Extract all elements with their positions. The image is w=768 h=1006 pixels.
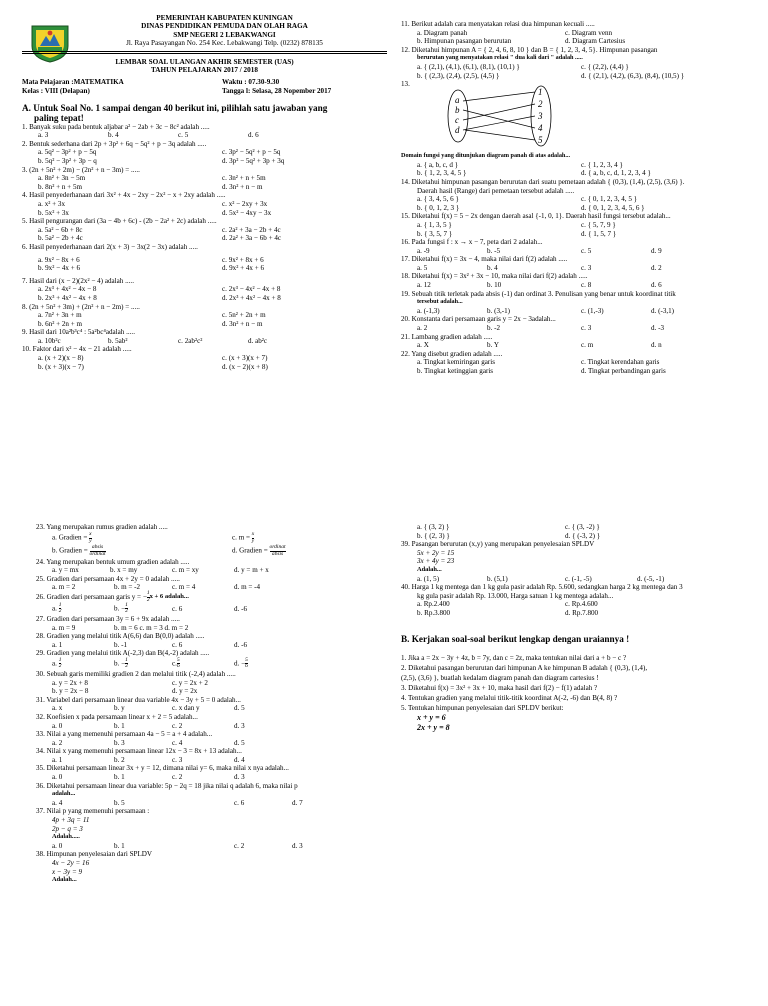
codomain-2: 2 bbox=[538, 99, 543, 110]
question-30: 30. Sebuah garis memiliki gradien 2 dan melalui titik (-2,4) adalah ..... bbox=[36, 669, 236, 678]
domain-c: c bbox=[455, 115, 459, 126]
question-37-eq1: 4p + 3q = 11 bbox=[52, 816, 90, 825]
options-29[interactable]: a. $\frac{1}{2}$ b. − $\frac{1}{2}$ c. $\frac{5}{6}$ d. − $\frac{5}{6}$ bbox=[52, 656, 248, 670]
question-9: 9. Hasil dari 10a²b³c⁴ : 5a²bc⁴adalah ..... bbox=[22, 328, 135, 337]
question-28: 28. Gradien yang melalui titik A(6,6) dan B(0,0) adalah ..... bbox=[36, 632, 205, 641]
options-6a[interactable]: a. 9x² − 8x + 6 c. 9x² + 8x + 6 bbox=[38, 255, 264, 264]
options-30a[interactable]: a. y = 2x + 8 c. y = 2x + 2 bbox=[52, 678, 208, 687]
options-5b[interactable]: b. 5a² − 2b + 4c d. 2a² + 3a − 6b + 4c bbox=[38, 234, 282, 243]
options-2b[interactable]: b. 5q² − 3p² + 3p − q d. 3p² − 5q² + 3p + 3q bbox=[38, 157, 285, 165]
question-21: 21. Lambang gradien adalah ..... bbox=[401, 332, 493, 341]
question-17: 17. Diketahui f(x) = 3x − 4, maka nilai dari f(2) adalah ..... bbox=[401, 255, 568, 264]
options-7a[interactable]: a. 2x³ + 4x² − 4x − 8 c. 2x³ − 4x² − 4x + 8 bbox=[38, 285, 281, 294]
question-40-cont: kg gula pasir adalah Rp. 13.000, Harga satuan 1 kg mentega adalah... bbox=[417, 591, 614, 600]
question-32: 32. Koefisien x pada persamaan linear x + 2 = 5 adalah... bbox=[36, 712, 198, 721]
question-38-eq1: 4x − 2y = 16 bbox=[52, 859, 90, 867]
options-11a[interactable]: a. Diagram panah c. Diagram venn bbox=[417, 28, 613, 37]
options-15a[interactable]: a. { 1, 3, 5 } c. { 5, 7, 9 } bbox=[417, 220, 616, 229]
question-36: 36. Diketahui persamaan linear dua variable: 5p − 2q = 18 jika nilai q adalah 6, maka nilai p bbox=[36, 781, 298, 790]
options-8a[interactable]: a. 7n² + 3n + m c. 5n² + 2n + m bbox=[38, 311, 266, 320]
options-40b[interactable]: b. Rp.3.800 d. Rp.7.800 bbox=[417, 608, 599, 617]
options-23b[interactable]: b. Gradien = $\frac{\text{absis}}{\text{ordinat}}$ d. Gradien = $\frac{\text{ordinat}}{\text{absis}}$ bbox=[52, 544, 286, 557]
question-20: 20. Konstanta dari persamaan garis y = 2x − 3adalah... bbox=[401, 315, 556, 324]
options-11b[interactable]: b. Himpunan pasangan berurutan d. Diagram Cartesius bbox=[417, 37, 626, 46]
question-2: 2. Bentuk sederhana dari 2p + 3p² + 6q − 5q² + p − 3q adalah ..... bbox=[22, 139, 207, 148]
section-a-instruction: A. Untuk Soal No. 1 sampai dengan 40 berikut ini, pilihlah satu jawaban yang bbox=[22, 102, 328, 113]
options-8b[interactable]: b. 6n² + 2n + m d. 3n² + n − m bbox=[38, 319, 263, 328]
options-3b[interactable]: b. 8n² + n + 5m d. 3n² + n − m bbox=[38, 182, 263, 191]
options-22a[interactable]: a. Tingkat kemiringan garis c. Tingkat kerendahan garis bbox=[417, 358, 660, 367]
options-33[interactable]: a. 2 b. 3 c. 4 d. 5 bbox=[52, 738, 245, 747]
options-40a[interactable]: a. Rp.2.400 c. Rp.4.600 bbox=[417, 600, 598, 609]
question-40: 40. Harga 1 kg mentega dan 1 kg gula pasir adalah Rp. 5.600, sedangkan harga 2 kg mentega dan 3 bbox=[401, 583, 683, 592]
essay-5-eq1: x + y = 6 bbox=[417, 712, 446, 722]
arrow-diagram bbox=[401, 80, 761, 152]
essay-5: 5. Tentukan himpunan penyelesaian dari SPLDV berikut: bbox=[401, 703, 564, 712]
exam-title: LEMBAR SOAL ULANGAN AKHIR SEMESTER (UAS) bbox=[115, 57, 294, 66]
essay-1: 1. Jika a = 2x − 3y + 4z, b = 7y, dan c = 2z, maka tentukan nilai dari a + b − c ? bbox=[401, 653, 627, 662]
codomain-3: 3 bbox=[538, 111, 543, 122]
question-12-cont: berurutan yang menyatakan relasi " dua kali dari " adalah ..... bbox=[417, 54, 583, 62]
question-29: 29. Gradien yang melalui titik A(-2,3) dan B(4,-2) adalah ..... bbox=[36, 649, 210, 658]
options-37[interactable]: a. 0 b. 1 c. 2 d. 3 bbox=[52, 841, 303, 850]
options-38a[interactable]: a. { (3, 2) } c. { (3, -2) } bbox=[417, 523, 600, 531]
question-26: 26. Gradien dari persamaan garis y = − $\frac{1}{2}$ x + 6 adalah... bbox=[36, 590, 189, 603]
question-12: 12. Diketahui himpunan A = { 2, 4, 6, 8, 10 } dan B = { 1, 2, 3, 4, 5}. Himpunan pasangan bbox=[401, 45, 658, 54]
question-19: 19. Sebuah titik terletak pada absis (-1) dan ordinat 3. Penulisan yang benar untuk koordinat titik bbox=[401, 289, 676, 298]
question-11: 11. Berikut adalah cara menyatakan relasi dua himpunan kecuali ..... bbox=[401, 20, 595, 28]
options-22b[interactable]: b. Tingkat ketinggian garis d. Tingkat perbandingan garis bbox=[417, 367, 666, 375]
exam-year: TAHUN PELAJARAN 2017 / 2018 bbox=[151, 66, 258, 75]
question-14-cont: Daerah hasil (Range) dari pemetaan tersebut adalah ..... bbox=[417, 186, 575, 195]
options-7b[interactable]: b. 2x³ + 4x² − 4x + 8 d. 2x³ + 4x² − 4x + 8 bbox=[38, 293, 281, 302]
options-28[interactable]: a. 1 b. -1 c. 6 d. -6 bbox=[52, 640, 248, 649]
options-26[interactable]: a. $\frac{1}{2}$ b. − $\frac{1}{2}$ c. 6 d. -6 bbox=[52, 601, 248, 615]
question-24: 24. Yang merupakan bentuk umum gradien adalah ..... bbox=[36, 557, 190, 566]
essay-2: 2. Diketahui pasangan berurutan dari himpunan A ke himpunan B adalah { (0,3), (1,4), bbox=[401, 663, 648, 672]
question-37: 37. Nilai p yang memenuhi persamaan : bbox=[36, 807, 150, 816]
header-school: SMP NEGERI 2 LEBAKWANGI bbox=[173, 30, 276, 39]
options-34[interactable]: a. 1 b. 2 c. 3 d. 4 bbox=[52, 755, 245, 764]
question-38-eq2: x − 3y = 9 bbox=[52, 867, 83, 876]
question-8: 8. (2n + 5n² + 3m) + (2n² + n − 2m) = ..... bbox=[22, 302, 140, 311]
question-38: 38. Himpunan penyelesaian dari SPLDV bbox=[36, 850, 153, 859]
question-6: 6. Hasil penyederhanaan dari 2(x + 3) − 3x(2 − 3x) adalah ..... bbox=[22, 242, 198, 251]
options-12b[interactable]: b. { (2,3), (2,4), (2,5), (4,5) } d. { (2,1), (4,2), (6,3), (8,4), (10,5) } bbox=[417, 71, 685, 80]
options-3a[interactable]: a. 8n² + 3n − 5m c. 3n² + n + 5m bbox=[38, 174, 266, 183]
domain-d: d bbox=[455, 125, 460, 136]
options-16[interactable]: a. -9 b. -5 c. 5 d. 9 bbox=[417, 246, 662, 255]
question-4: 4. Hasil penyederhanaan dari 3x² + 4x − 2xy − 2x² − x + 2xy adalah ..... bbox=[22, 191, 226, 200]
options-14a[interactable]: a. { 3, 4, 5, 6 } c. { 0, 1, 2, 3, 4, 5 } bbox=[417, 195, 638, 204]
essay-5-eq2: 2x + y = 8 bbox=[417, 722, 450, 732]
question-23: 23. Yang merupakan rumus gradien adalah ..... bbox=[36, 523, 168, 531]
header-government: PEMERINTAH KABUPATEN KUNINGAN bbox=[156, 14, 293, 22]
arrow-diagram-svg bbox=[441, 82, 561, 152]
question-22: 22. Yang disebut gradien adalah ..... bbox=[401, 349, 503, 358]
domain-a: a bbox=[455, 95, 460, 106]
options-30b[interactable]: b. y = 2x − 8 d. y = 2x bbox=[52, 687, 198, 696]
codomain-5: 5 bbox=[538, 135, 543, 146]
question-13-number: 13. bbox=[401, 80, 410, 89]
essay-4: 4. Tentukan gradien yang melalui titik-titik koordinat A(-2, -6) dan B(4, 8) ? bbox=[401, 693, 618, 702]
options-35[interactable]: a. 0 b. 1 c. 2 d. 3 bbox=[52, 773, 245, 782]
codomain-4: 4 bbox=[538, 123, 543, 134]
options-27[interactable]: a. m = 9 b. m = 6 c. m = 3 d. m = 2 bbox=[52, 623, 189, 632]
question-3: 3. (2n + 5n² + 2m) − (2n² + n − 3m) = ..... bbox=[22, 165, 140, 174]
meta-row-2: Kelas : VIII (Delapan) Tangga l: Selasa, 28 Nopember 2017 bbox=[22, 87, 332, 96]
question-31: 31. Variabel dari persamaan linear dua variable 4x − 3y + 5 = 0 adalah... bbox=[36, 695, 241, 704]
options-39[interactable]: a. (1, 5) b. (5,1) c. (-1, -5) d. (-5, -1) bbox=[417, 574, 665, 583]
question-36-cont: adalah... bbox=[52, 790, 76, 798]
options-4b[interactable]: b. 5x² + 3x d. 5x² − 4xy − 3x bbox=[38, 208, 272, 217]
options-24[interactable]: a. y = mx b. x = my c. m = xy d. y = m + x bbox=[52, 566, 269, 575]
options-36[interactable]: a. 4 b. 5 c. 6 d. 7 bbox=[52, 798, 303, 807]
question-39-cont: Adalah... bbox=[417, 565, 442, 573]
options-5a[interactable]: a. 5a² − 6b + 8c c. 2a² + 3a − 2b + 4c bbox=[38, 225, 281, 234]
header-address: Jl. Raya Pasayangan No. 254 Kec. Lebakwangi Telp. (0232) 878135 bbox=[126, 39, 323, 48]
question-1: 1. Banyak suku pada bentuk aljabar a² − 2ab + 3c − 8c² adalah ..... bbox=[22, 122, 210, 131]
options-2a[interactable]: a. 5q² − 3p² + p − 5q c. 3p² − 5q² + p − 5q bbox=[38, 148, 281, 157]
section-a-instruction-2: paling tepat! bbox=[34, 112, 84, 123]
header-rule-thin bbox=[22, 53, 387, 54]
options-20[interactable]: a. 2 b. -2 c. 3 d. -3 bbox=[417, 324, 665, 333]
options-13b[interactable]: b. { 1, 2, 3, 4, 5 } d. { a, b, c, d, 1, 2, 3, 4 } bbox=[417, 169, 651, 178]
options-14b[interactable]: b. { 0, 1, 2, 3 } d. { 0, 1, 2, 3, 4, 5, 6 } bbox=[417, 203, 645, 212]
question-5: 5. Hasil pengurangan dari (3a − 4b + 6c) - (2b − 2a² + 2c) adalah ..... bbox=[22, 217, 217, 226]
question-10: 10. Faktor dari x² − 4x − 21 adalah ..... bbox=[22, 345, 132, 354]
question-13: Domain fungsi yang ditunjukan diagram panah di atas adalah... bbox=[401, 152, 571, 160]
options-23a[interactable]: a. Gradien = $\frac{x}{y}$ c. m = $\frac{x}{y}$ bbox=[52, 531, 255, 544]
options-15b[interactable]: b. { 3, 5, 7 } d. { 1, 5, 7 } bbox=[417, 229, 617, 238]
question-27: 27. Gradien dari persamaan 3y = 6 + 9x adalah ..... bbox=[36, 614, 180, 623]
options-10a[interactable]: a. (x + 2)(x − 8) c. (x + 3)(x + 7) bbox=[38, 354, 268, 363]
essay-2-cont: (2,5), (3,6) }, buatlah kedalam diagram panah dan diagram cartesius ! bbox=[401, 673, 599, 682]
codomain-1: 1 bbox=[538, 87, 543, 98]
question-39-eq2: 3x + 4y = 23 bbox=[417, 557, 455, 566]
meta-row-1: Mata Pelajaran :MATEMATIKA Waktu : 07.30-9.30 bbox=[22, 78, 280, 87]
question-19-cont: tersebut adalah... bbox=[417, 298, 463, 306]
question-33: 33. Nilai a yang memenuhi persamaan 4a − 5 = a + 4 adalah... bbox=[36, 730, 213, 739]
options-25[interactable]: a. m = 2 b. m = -2 c. m = 4 d. m = -4 bbox=[52, 583, 261, 592]
domain-b: b bbox=[455, 105, 460, 116]
options-10b[interactable]: b. (x + 3)(x − 7) d. (x − 2)(x + 8) bbox=[38, 362, 268, 371]
question-37-cont: Adalah..... bbox=[52, 833, 80, 841]
question-7: 7. Hasil dari (x − 2)(2x² − 4) adalah ..... bbox=[22, 276, 134, 285]
options-38b[interactable]: b. { (2, 3) } d. { (-3, 2) } bbox=[417, 531, 601, 540]
question-35: 35. Diketahui persamaan linear 3x + y = 12, dimana nilai y= 6, maka nilai x nya adalah... bbox=[36, 764, 289, 773]
options-21[interactable]: a. X b. Y c. m d. n bbox=[417, 341, 662, 350]
header-department: DINAS PENDIDIKAN PEMUDA DAN OLAH RAGA bbox=[141, 22, 308, 31]
options-4a[interactable]: a. x² + 3x c. x² − 2xy + 3x bbox=[38, 199, 268, 208]
question-25: 25. Gradien dari persamaan 4x + 2y = 0 adalah ..... bbox=[36, 574, 180, 583]
options-1[interactable]: a. 3 b. 4 c. 5 d. 6 bbox=[38, 131, 259, 140]
question-15: 15. Diketahui f(x) = 5 − 2x dengan daerah asal {-1, 0, 1}. Daerah hasil fungsi tersebut adalah... bbox=[401, 212, 671, 221]
options-18[interactable]: a. 12 b. 10 c. 8 d. 6 bbox=[417, 281, 662, 290]
question-38-cont: Adalah... bbox=[52, 876, 77, 884]
options-19[interactable]: a. (-1,3) b. (3,-1) c. (1,-3) d. (-3,1) bbox=[417, 306, 675, 315]
options-12a[interactable]: a. { (2,1), (4,1), (6,1), (8,1), (10,1) } c. { (2,2), (4,4) } bbox=[417, 62, 629, 71]
options-32[interactable]: a. 0 b. 1 c. 2 d. 3 bbox=[52, 721, 245, 730]
question-37-eq2: 2p − q = 3 bbox=[52, 824, 83, 833]
options-31[interactable]: a. x b. y c. x dan y d. 5 bbox=[52, 704, 245, 713]
question-39-eq1: 5x + 2y = 15 bbox=[417, 548, 455, 557]
options-6b[interactable]: b. 9x² − 4x + 6 d. 9x² + 4x + 6 bbox=[38, 264, 265, 273]
options-9[interactable]: a. 10b²c b. 5ab² c. 2ab²c² d. ab²c bbox=[38, 336, 268, 345]
options-13a[interactable]: a. { a, b, c, d } c. { 1, 2, 3, 4 } bbox=[417, 160, 623, 169]
question-34: 34. Nilai x yang memenuhi persamaan linear 12x − 3 = 8x + 13 adalah... bbox=[36, 747, 242, 756]
essay-3: 3. Diketahui f(x) = 3x² + 3x + 10, maka hasil dari f(2) − f(1) adalah ? bbox=[401, 683, 598, 692]
options-17[interactable]: a. 5 b. 4 c. 3 d. 2 bbox=[417, 263, 662, 272]
header-rule bbox=[22, 51, 387, 52]
question-16: 16. Pada fungsi f : x → x − 7, peta dari 2 adalah... bbox=[401, 238, 543, 247]
question-14: 14. Diketahui himpunan pasangan berurutan dari suatu pemetaan adalah { (0,3), (1,4), (2,5), (3,6) }. bbox=[401, 177, 685, 186]
question-39: 39. Pasangan berurutan (x,y) yang merupakan penyelesaian SPLDV bbox=[401, 540, 595, 549]
section-b-instruction: B. Kerjakan soal-soal berikut lengkap dengan uraiannya ! bbox=[401, 633, 630, 644]
question-18: 18. Diketahui f(x) = 3x² + 3x − 10, maka nilai dari f(2) adalah ..... bbox=[401, 272, 588, 281]
